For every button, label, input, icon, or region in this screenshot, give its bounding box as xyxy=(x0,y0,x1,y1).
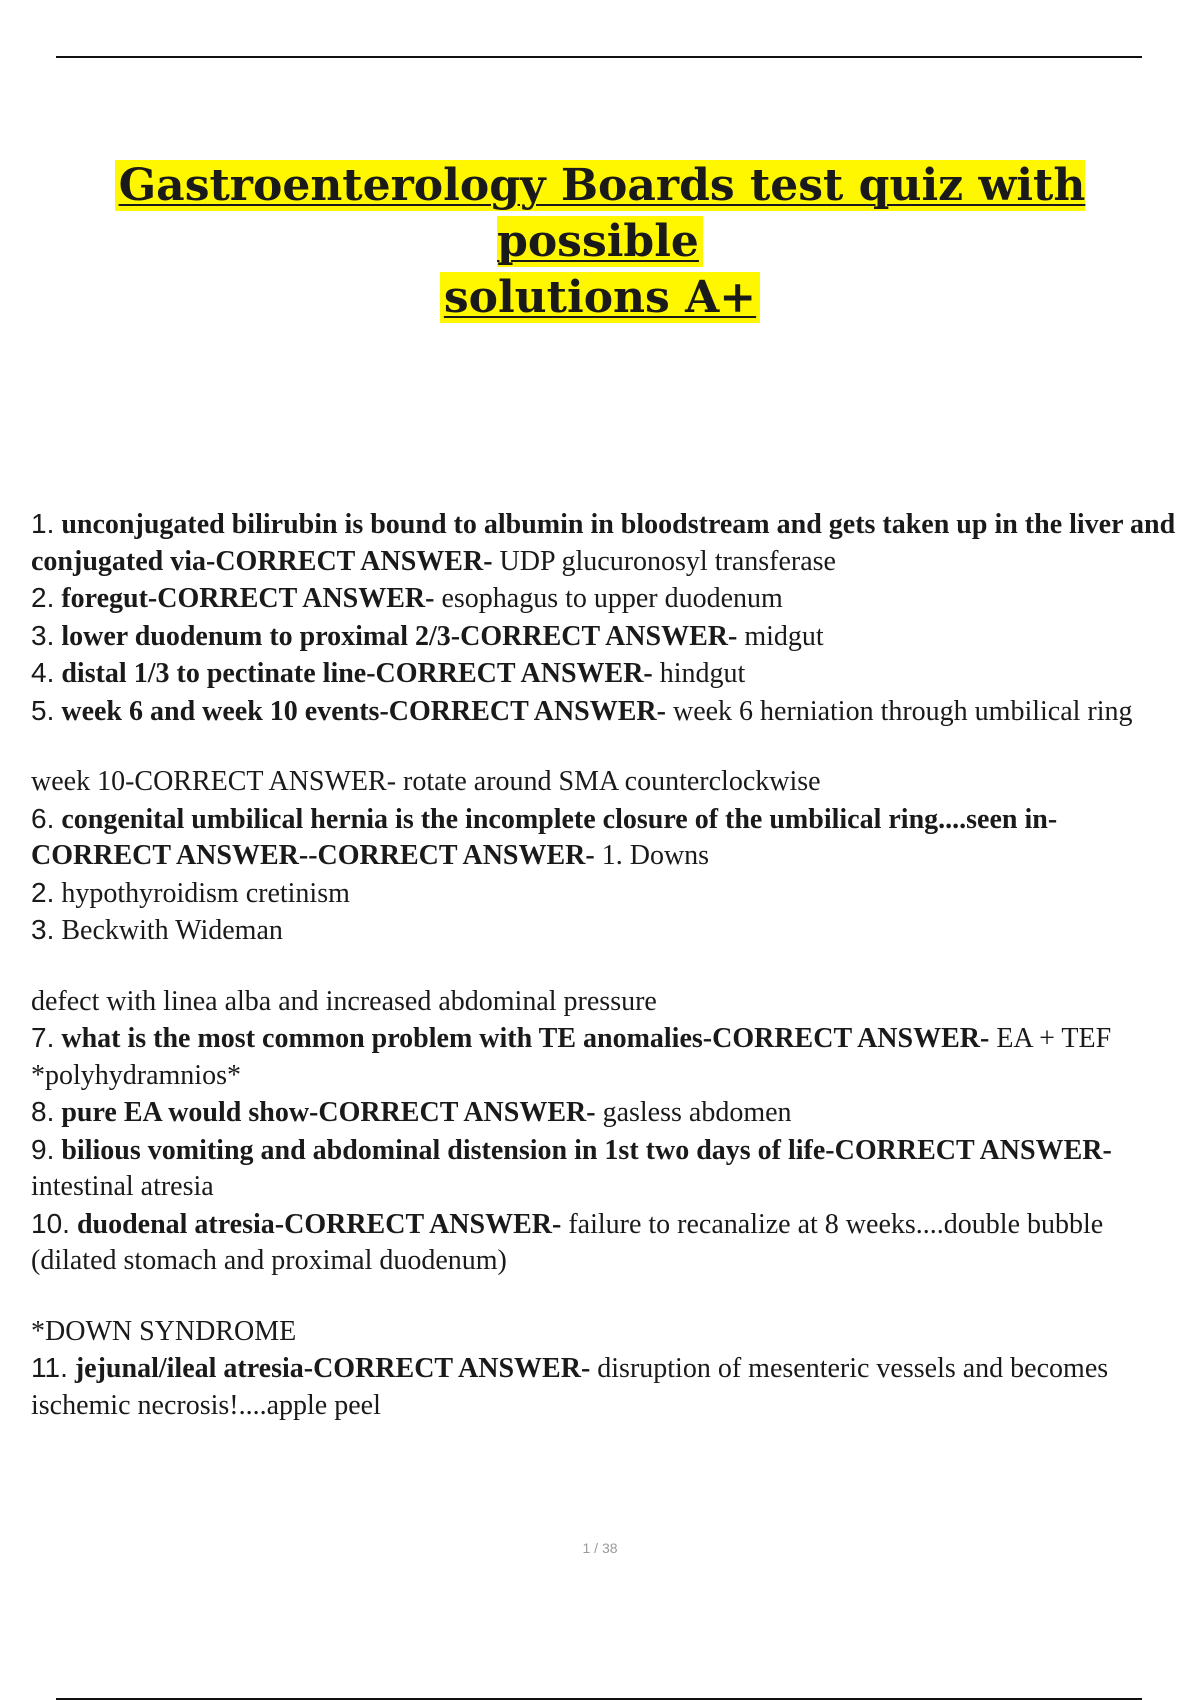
list-item: 8. pure EA would show-CORRECT ANSWER- gasless abdomen xyxy=(31,1096,792,1128)
list-item: 1. unconjugated bilirubin is bound to albumin in bloodstream and gets taken up in the liver and conjugated via-CORRECT ANSWER- UDP glucuronosyl transferase xyxy=(31,508,1176,577)
list-item: *DOWN SYNDROME xyxy=(31,1315,297,1347)
list-item: 6. congenital umbilical hernia is the incomplete closure of the umbilical ring....seen in-CORRECT ANSWER--CORRECT ANSWER- 1. Downs xyxy=(31,802,1058,871)
list-item: 10. duodenal atresia-CORRECT ANSWER- failure to recanalize at 8 weeks....double bubble (dilated stomach and proximal duodenum) xyxy=(31,1207,1104,1276)
list-item: 5. week 6 and week 10 events-CORRECT ANSWER- week 6 herniation through umbilical ring xyxy=(31,694,1133,727)
list-item: 3. lower duodenum to proximal 2/3-CORRECT ANSWER- midgut xyxy=(31,619,824,652)
quiz-content xyxy=(31,506,1191,1424)
list-item: 2. foregut-CORRECT ANSWER- esophagus to upper duodenum xyxy=(31,582,783,614)
document-title xyxy=(40,158,1160,326)
list-item: defect with linea alba and increased abdominal pressure xyxy=(31,985,657,1017)
list-item: 4. distal 1/3 to pectinate line-CORRECT ANSWER- hindgut xyxy=(31,657,746,689)
list-item: week 10-CORRECT ANSWER- rotate around SMA counterclockwise xyxy=(31,766,821,797)
title-line-1: Gastroenterology Boards test quiz with possible xyxy=(115,160,1086,267)
list-item: 3. Beckwith Wideman xyxy=(31,914,283,946)
list-item: 2. hypothyroidism cretinism xyxy=(31,876,350,909)
page-indicator: 1 / 38 xyxy=(582,1540,618,1556)
title-line-2: solutions A+ xyxy=(440,272,760,323)
list-item: 7. what is the most common problem with TE anomalies-CORRECT ANSWER- EA + TEF xyxy=(31,1022,1112,1054)
list-item: 9. bilious vomiting and abdominal distension in 1st two days of life-CORRECT ANSWER- intestinal atresia xyxy=(31,1133,1112,1202)
list-item: 11. jejunal/ileal atresia-CORRECT ANSWER- disruption of mesenteric vessels and becomes ischemic necrosis!....apple peel xyxy=(31,1352,1109,1421)
list-item: *polyhydramnios* xyxy=(31,1059,241,1091)
top-rule xyxy=(56,56,1142,58)
